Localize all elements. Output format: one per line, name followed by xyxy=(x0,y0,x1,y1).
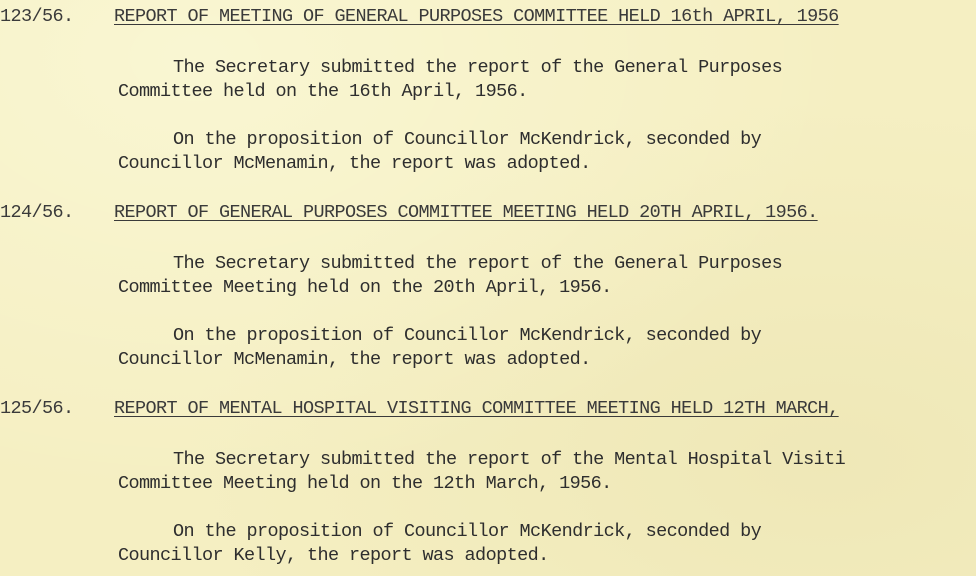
paragraph-line: Councillor McMenamin, the report was adopted. xyxy=(118,349,591,370)
paragraph-line: Committee Meeting held on the 12th March, 1956. xyxy=(118,473,612,494)
minute-heading xyxy=(0,202,818,223)
paragraph-line: Councillor Kelly, the report was adopted. xyxy=(118,545,549,566)
paragraph-line: Committee Meeting held on the 20th April, 1956. xyxy=(118,277,612,298)
minute-heading xyxy=(0,398,839,419)
minute-number: 125/56. xyxy=(0,398,74,419)
paragraph-line: Committee held on the 16th April, 1956. xyxy=(118,81,528,102)
paragraph-line: The Secretary submitted the report of the General Purposes xyxy=(173,57,783,78)
minute-title: REPORT OF MENTAL HOSPITAL VISITING COMMITTEE MEETING HELD 12TH MARCH, xyxy=(114,398,839,419)
paragraph-line: Councillor McMenamin, the report was adopted. xyxy=(118,153,591,174)
proposal-paragraph xyxy=(118,520,762,568)
proposal-paragraph xyxy=(118,128,762,176)
paragraph-line: On the proposition of Councillor McKendrick, seconded by xyxy=(173,129,762,150)
paragraph-line: On the proposition of Councillor McKendrick, seconded by xyxy=(173,521,762,542)
paragraph-line: On the proposition of Councillor McKendrick, seconded by xyxy=(173,325,762,346)
minute-title: REPORT OF MEETING OF GENERAL PURPOSES COMMITTEE HELD 16th APRIL, 1956 xyxy=(114,6,839,27)
minute-number: 123/56. xyxy=(0,6,74,27)
paragraph-line: The Secretary submitted the report of the Mental Hospital Visiti xyxy=(173,449,846,470)
minute-heading xyxy=(0,6,839,27)
minute-number: 124/56. xyxy=(0,202,74,223)
proposal-paragraph xyxy=(118,324,762,372)
report-paragraph xyxy=(118,56,783,104)
paragraph-line: The Secretary submitted the report of the General Purposes xyxy=(173,253,783,274)
minute-title: REPORT OF GENERAL PURPOSES COMMITTEE MEETING HELD 20TH APRIL, 1956. xyxy=(114,202,818,223)
report-paragraph xyxy=(118,448,846,496)
report-paragraph xyxy=(118,252,783,300)
